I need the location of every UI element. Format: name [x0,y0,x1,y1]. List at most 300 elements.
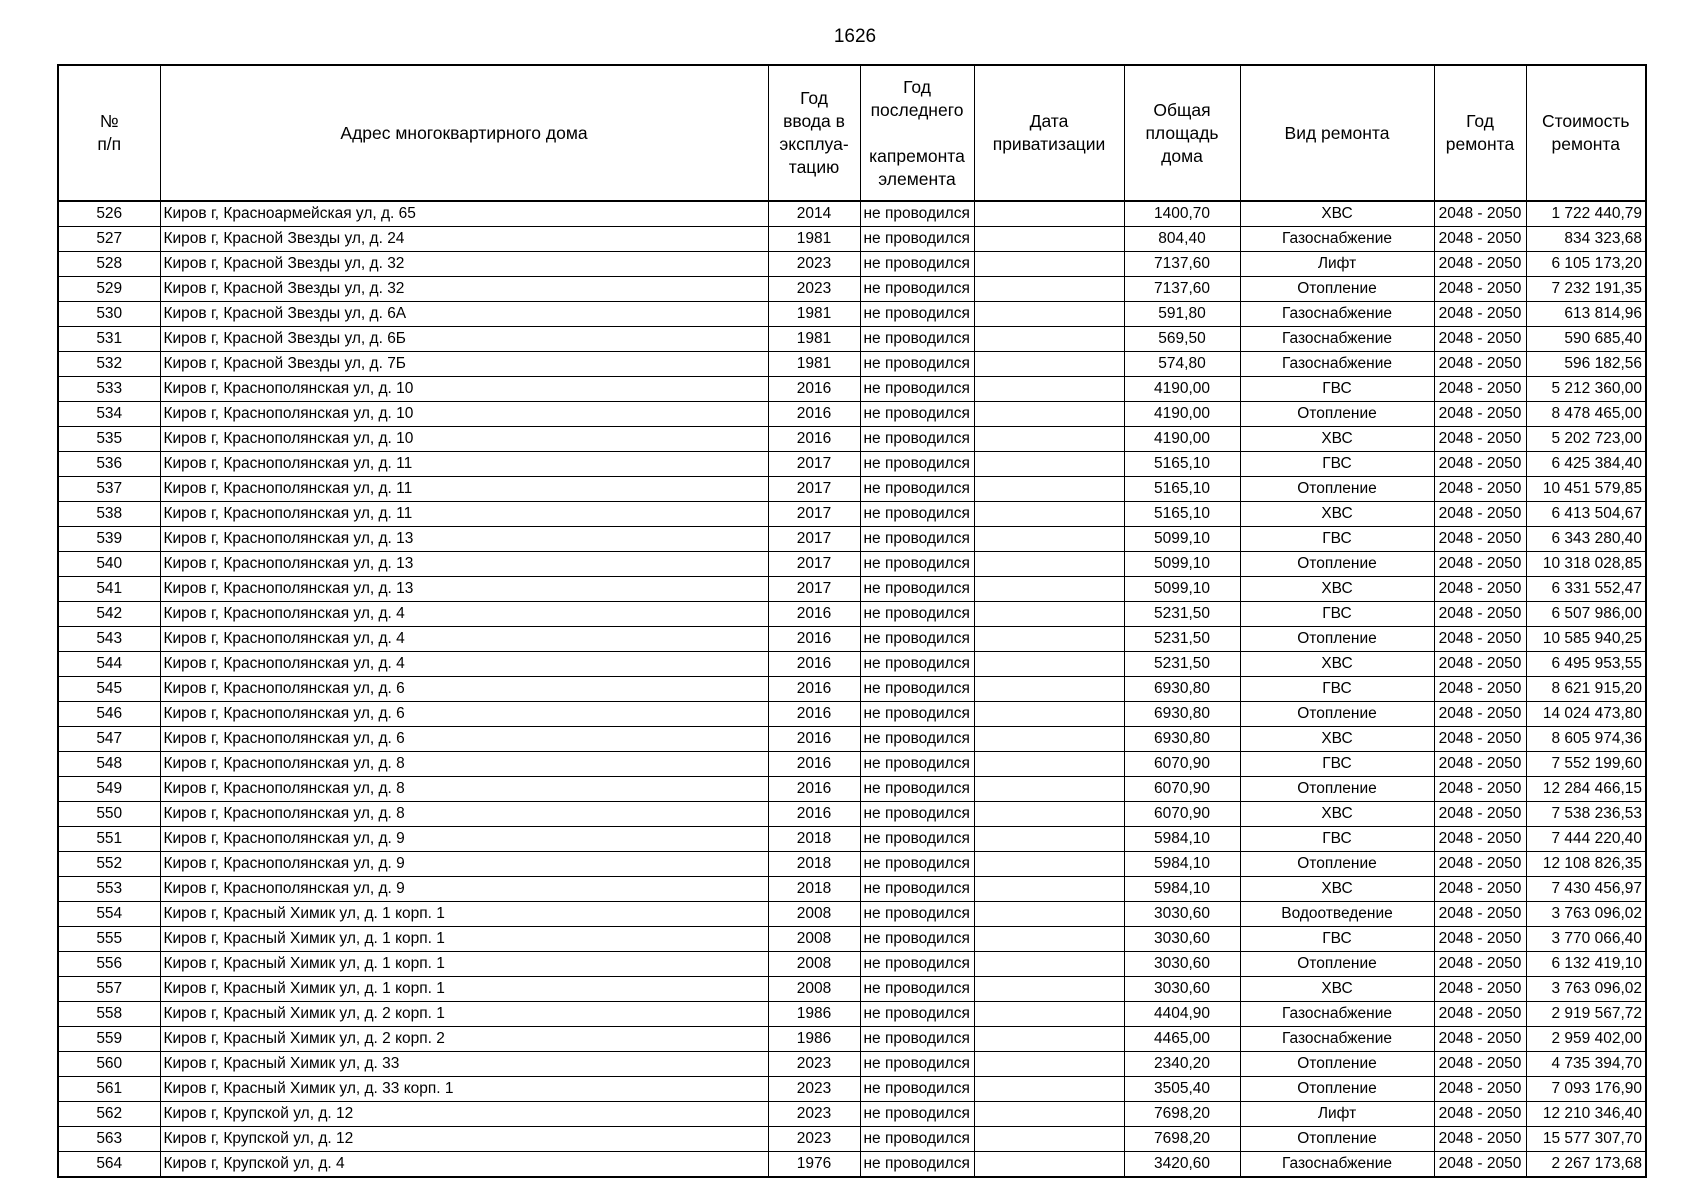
cell-cost: 8 605 974,36 [1526,727,1646,752]
table-row [58,402,1646,427]
cell-num: 535 [58,427,160,452]
cell-cost: 7 232 191,35 [1526,277,1646,302]
header-line: ремонта [1551,134,1620,154]
cell-repair-year: 2048 - 2050 [1434,1152,1526,1178]
table-row [58,252,1646,277]
cell-cost: 7 538 236,53 [1526,802,1646,827]
table-row [58,377,1646,402]
cell-area: 7137,60 [1124,277,1240,302]
cell-num: 529 [58,277,160,302]
header-address [160,65,768,201]
cell-repair-kind: ХВС [1240,201,1434,227]
cell-cost: 7 552 199,60 [1526,752,1646,777]
cell-year-built: 2016 [768,702,860,727]
cell-privatization [974,652,1124,677]
cell-area: 2340,20 [1124,1052,1240,1077]
cell-num: 554 [58,902,160,927]
table-row [58,1027,1646,1052]
cell-repair-year: 2048 - 2050 [1434,227,1526,252]
cell-area: 5165,10 [1124,477,1240,502]
cell-last-repair: не проводился [860,502,974,527]
cell-privatization [974,1077,1124,1102]
cell-privatization [974,377,1124,402]
cell-repair-kind: Отопление [1240,1077,1434,1102]
cell-cost: 613 814,96 [1526,302,1646,327]
cell-year-built: 2014 [768,201,860,227]
table-row [58,927,1646,952]
cell-last-repair: не проводился [860,952,974,977]
cell-num: 547 [58,727,160,752]
cell-repair-kind: ХВС [1240,877,1434,902]
table-row [58,1077,1646,1102]
cell-last-repair: не проводился [860,577,974,602]
cell-area: 5984,10 [1124,827,1240,852]
cell-cost: 12 210 346,40 [1526,1102,1646,1127]
cell-address: Киров г, Красный Химик ул, д. 1 корп. 1 [160,927,768,952]
cell-repair-year: 2048 - 2050 [1434,777,1526,802]
cell-year-built: 2017 [768,477,860,502]
header-line: приватизации [992,134,1106,154]
cell-repair-year: 2048 - 2050 [1434,577,1526,602]
cell-repair-year: 2048 - 2050 [1434,1077,1526,1102]
table-row [58,902,1646,927]
cell-repair-kind: Отопление [1240,552,1434,577]
cell-year-built: 1986 [768,1027,860,1052]
cell-area: 4190,00 [1124,427,1240,452]
cell-address: Киров г, Краснополянская ул, д. 6 [160,727,768,752]
cell-area: 7698,20 [1124,1102,1240,1127]
cell-address: Киров г, Красной Звезды ул, д. 6Б [160,327,768,352]
cell-area: 5099,10 [1124,577,1240,602]
cell-address: Киров г, Краснополянская ул, д. 8 [160,752,768,777]
cell-area: 7137,60 [1124,252,1240,277]
cell-year-built: 1986 [768,1002,860,1027]
cell-last-repair: не проводился [860,902,974,927]
cell-privatization [974,552,1124,577]
cell-num: 548 [58,752,160,777]
header-line: эксплуа- [779,134,849,154]
cell-privatization [974,977,1124,1002]
cell-last-repair: не проводился [860,852,974,877]
cell-repair-year: 2048 - 2050 [1434,977,1526,1002]
cell-cost: 10 318 028,85 [1526,552,1646,577]
cell-num: 530 [58,302,160,327]
cell-repair-kind: ГВС [1240,452,1434,477]
cell-area: 4404,90 [1124,1002,1240,1027]
cell-last-repair: не проводился [860,1102,974,1127]
cell-area: 7698,20 [1124,1127,1240,1152]
cell-last-repair: не проводился [860,652,974,677]
table-row [58,201,1646,227]
cell-repair-kind: Отопление [1240,952,1434,977]
cell-address: Киров г, Красноармейская ул, д. 65 [160,201,768,227]
cell-num: 526 [58,201,160,227]
cell-repair-year: 2048 - 2050 [1434,377,1526,402]
cell-repair-kind: ГВС [1240,677,1434,702]
cell-address: Киров г, Красный Химик ул, д. 1 корп. 1 [160,902,768,927]
cell-year-built: 2023 [768,1052,860,1077]
cell-num: 551 [58,827,160,852]
cell-last-repair: не проводился [860,1152,974,1178]
cell-repair-year: 2048 - 2050 [1434,702,1526,727]
cell-address: Киров г, Краснополянская ул, д. 9 [160,877,768,902]
header-line: ввода в [783,111,845,131]
cell-privatization [974,602,1124,627]
cell-repair-year: 2048 - 2050 [1434,952,1526,977]
header-repair-year [1434,65,1526,201]
cell-cost: 4 735 394,70 [1526,1052,1646,1077]
cell-year-built: 2008 [768,902,860,927]
cell-repair-year: 2048 - 2050 [1434,802,1526,827]
cell-year-built: 2016 [768,627,860,652]
table-row [58,827,1646,852]
cell-cost: 6 507 986,00 [1526,602,1646,627]
cell-repair-year: 2048 - 2050 [1434,727,1526,752]
cell-last-repair: не проводился [860,327,974,352]
cell-address: Киров г, Краснополянская ул, д. 8 [160,777,768,802]
cell-last-repair: не проводился [860,227,974,252]
cell-cost: 2 959 402,00 [1526,1027,1646,1052]
cell-repair-kind: Отопление [1240,627,1434,652]
cell-area: 5165,10 [1124,452,1240,477]
cell-year-built: 2018 [768,877,860,902]
table-row [58,852,1646,877]
cell-address: Киров г, Краснополянская ул, д. 6 [160,677,768,702]
cell-privatization [974,802,1124,827]
cell-repair-kind: Лифт [1240,252,1434,277]
cell-num: 564 [58,1152,160,1178]
cell-privatization [974,277,1124,302]
cell-address: Киров г, Красный Химик ул, д. 1 корп. 1 [160,952,768,977]
table-row [58,952,1646,977]
cell-year-built: 2023 [768,1127,860,1152]
cell-privatization [974,452,1124,477]
cell-privatization [974,827,1124,852]
cell-last-repair: не проводился [860,977,974,1002]
cell-last-repair: не проводился [860,302,974,327]
cell-num: 538 [58,502,160,527]
cell-num: 544 [58,652,160,677]
cell-repair-year: 2048 - 2050 [1434,877,1526,902]
table-row [58,602,1646,627]
cell-num: 536 [58,452,160,477]
table-row [58,477,1646,502]
table-row [58,1002,1646,1027]
cell-repair-kind: ГВС [1240,752,1434,777]
cell-privatization [974,577,1124,602]
cell-privatization [974,1052,1124,1077]
cell-area: 4190,00 [1124,377,1240,402]
cell-repair-year: 2048 - 2050 [1434,352,1526,377]
cell-repair-kind: ГВС [1240,827,1434,852]
cell-cost: 6 105 173,20 [1526,252,1646,277]
table-row [58,577,1646,602]
cell-year-built: 2016 [768,377,860,402]
cell-num: 561 [58,1077,160,1102]
cell-repair-year: 2048 - 2050 [1434,677,1526,702]
cell-repair-year: 2048 - 2050 [1434,752,1526,777]
cell-repair-kind: ГВС [1240,527,1434,552]
cell-repair-year: 2048 - 2050 [1434,1127,1526,1152]
cell-last-repair: не проводился [860,627,974,652]
cell-address: Киров г, Краснополянская ул, д. 10 [160,402,768,427]
cell-cost: 6 343 280,40 [1526,527,1646,552]
cell-last-repair: не проводился [860,827,974,852]
cell-repair-year: 2048 - 2050 [1434,652,1526,677]
table-row [58,227,1646,252]
cell-repair-kind: ГВС [1240,927,1434,952]
cell-privatization [974,502,1124,527]
cell-repair-kind: Отопление [1240,277,1434,302]
cell-repair-year: 2048 - 2050 [1434,201,1526,227]
cell-cost: 6 425 384,40 [1526,452,1646,477]
cell-address: Киров г, Крупской ул, д. 12 [160,1127,768,1152]
cell-address: Киров г, Краснополянская ул, д. 9 [160,827,768,852]
header-line: Адрес многоквартирного дома [340,122,588,143]
cell-privatization [974,477,1124,502]
cell-area: 5165,10 [1124,502,1240,527]
cell-privatization [974,677,1124,702]
header-line: площадь [1145,122,1219,143]
cell-last-repair: не проводился [860,927,974,952]
header-line [864,122,971,145]
cell-area: 574,80 [1124,352,1240,377]
cell-repair-kind: Отопление [1240,852,1434,877]
cell-cost: 12 284 466,15 [1526,777,1646,802]
cell-area: 4465,00 [1124,1027,1240,1052]
cell-address: Киров г, Краснополянская ул, д. 11 [160,452,768,477]
cell-year-built: 1981 [768,327,860,352]
cell-last-repair: не проводился [860,877,974,902]
header-line: капремонта [869,145,965,166]
cell-year-built: 2016 [768,727,860,752]
cell-repair-kind: Отопление [1240,477,1434,502]
cell-address: Киров г, Краснополянская ул, д. 10 [160,427,768,452]
cell-repair-year: 2048 - 2050 [1434,477,1526,502]
cell-repair-kind: Отопление [1240,777,1434,802]
cell-address: Киров г, Красной Звезды ул, д. 24 [160,227,768,252]
cell-repair-kind: ХВС [1240,727,1434,752]
header-year-built [768,65,860,201]
cell-privatization [974,627,1124,652]
table-row [58,627,1646,652]
cell-address: Киров г, Краснополянская ул, д. 13 [160,552,768,577]
cell-repair-year: 2048 - 2050 [1434,627,1526,652]
cell-area: 5231,50 [1124,652,1240,677]
cell-num: 540 [58,552,160,577]
cell-cost: 6 413 504,67 [1526,502,1646,527]
cell-area: 5099,10 [1124,552,1240,577]
cell-num: 558 [58,1002,160,1027]
cell-privatization [974,327,1124,352]
cell-num: 542 [58,602,160,627]
cell-year-built: 2023 [768,1077,860,1102]
cell-num: 545 [58,677,160,702]
cell-cost: 7 093 176,90 [1526,1077,1646,1102]
cell-last-repair: не проводился [860,727,974,752]
cell-last-repair: не проводился [860,802,974,827]
table-body [58,201,1646,1177]
cell-num: 550 [58,802,160,827]
cell-num: 553 [58,877,160,902]
cell-repair-kind: Газоснабжение [1240,352,1434,377]
cell-cost: 6 495 953,55 [1526,652,1646,677]
table-row [58,752,1646,777]
cell-address: Киров г, Крупской ул, д. 4 [160,1152,768,1178]
cell-area: 3030,60 [1124,902,1240,927]
cell-area: 4190,00 [1124,402,1240,427]
cell-cost: 10 451 579,85 [1526,477,1646,502]
cell-repair-year: 2048 - 2050 [1434,402,1526,427]
cell-num: 531 [58,327,160,352]
cell-cost: 5 202 723,00 [1526,427,1646,452]
cell-area: 1400,70 [1124,201,1240,227]
header-line: элемента [878,168,956,189]
cell-year-built: 2016 [768,802,860,827]
cell-num: 562 [58,1102,160,1127]
cell-repair-kind: ХВС [1240,577,1434,602]
cell-repair-kind: ГВС [1240,377,1434,402]
cell-year-built: 1976 [768,1152,860,1178]
cell-privatization [974,302,1124,327]
cell-cost: 14 024 473,80 [1526,702,1646,727]
cell-year-built: 2017 [768,502,860,527]
cell-repair-year: 2048 - 2050 [1434,502,1526,527]
cell-address: Киров г, Краснополянская ул, д. 4 [160,602,768,627]
header-line: Дата [1029,111,1069,131]
table-row [58,352,1646,377]
cell-privatization [974,427,1124,452]
cell-area: 3030,60 [1124,927,1240,952]
cell-num: 552 [58,852,160,877]
cell-year-built: 2016 [768,402,860,427]
header-area [1124,65,1240,201]
table-row [58,727,1646,752]
cell-num: 563 [58,1127,160,1152]
cell-year-built: 2016 [768,777,860,802]
cell-year-built: 2016 [768,652,860,677]
cell-year-built: 2016 [768,677,860,702]
cell-privatization [974,877,1124,902]
cell-privatization [974,1127,1124,1152]
cell-privatization [974,852,1124,877]
cell-repair-kind: Газоснабжение [1240,1152,1434,1178]
cell-repair-kind: Отопление [1240,702,1434,727]
table-row [58,702,1646,727]
cell-address: Киров г, Краснополянская ул, д. 11 [160,502,768,527]
cell-last-repair: не проводился [860,677,974,702]
cell-cost: 7 430 456,97 [1526,877,1646,902]
cell-cost: 1 722 440,79 [1526,201,1646,227]
cell-num: 539 [58,527,160,552]
cell-repair-kind: ХВС [1240,427,1434,452]
table-row [58,652,1646,677]
cell-repair-year: 2048 - 2050 [1434,277,1526,302]
cell-repair-year: 2048 - 2050 [1434,1102,1526,1127]
cell-privatization [974,252,1124,277]
cell-repair-year: 2048 - 2050 [1434,302,1526,327]
cell-address: Киров г, Краснополянская ул, д. 11 [160,477,768,502]
cell-num: 555 [58,927,160,952]
table-row [58,977,1646,1002]
cell-area: 3030,60 [1124,952,1240,977]
cell-address: Киров г, Краснополянская ул, д. 9 [160,852,768,877]
cell-repair-kind: Газоснабжение [1240,1002,1434,1027]
cell-year-built: 2016 [768,752,860,777]
cell-cost: 10 585 940,25 [1526,627,1646,652]
cell-year-built: 2018 [768,827,860,852]
cell-year-built: 2017 [768,527,860,552]
cell-year-built: 2023 [768,252,860,277]
cell-year-built: 1981 [768,227,860,252]
cell-cost: 596 182,56 [1526,352,1646,377]
cell-repair-year: 2048 - 2050 [1434,327,1526,352]
table-row [58,777,1646,802]
cell-privatization [974,927,1124,952]
table-row [58,552,1646,577]
cell-address: Киров г, Красный Химик ул, д. 1 корп. 1 [160,977,768,1002]
cell-repair-year: 2048 - 2050 [1434,1002,1526,1027]
cell-year-built: 2017 [768,452,860,477]
cell-cost: 15 577 307,70 [1526,1127,1646,1152]
cell-year-built: 2017 [768,552,860,577]
cell-area: 5231,50 [1124,602,1240,627]
header-line: ремонта [1445,134,1515,154]
cell-repair-kind: ХВС [1240,652,1434,677]
cell-area: 3505,40 [1124,1077,1240,1102]
cell-area: 6930,80 [1124,727,1240,752]
cell-area: 591,80 [1124,302,1240,327]
cell-privatization [974,352,1124,377]
table-row [58,502,1646,527]
cell-privatization [974,201,1124,227]
cell-repair-kind: Газоснабжение [1240,302,1434,327]
cell-year-built: 2018 [768,852,860,877]
cell-cost: 3 763 096,02 [1526,977,1646,1002]
header-line: Год [1466,111,1494,131]
cell-repair-year: 2048 - 2050 [1434,1027,1526,1052]
cell-cost: 5 212 360,00 [1526,377,1646,402]
cell-year-built: 2016 [768,602,860,627]
cell-privatization [974,902,1124,927]
cell-repair-year: 2048 - 2050 [1434,902,1526,927]
cell-address: Киров г, Красной Звезды ул, д. 32 [160,252,768,277]
cell-last-repair: не проводился [860,452,974,477]
cell-year-built: 2008 [768,977,860,1002]
header-line: дома [1161,145,1203,166]
cell-area: 5984,10 [1124,852,1240,877]
cell-area: 3420,60 [1124,1152,1240,1178]
table-row [58,327,1646,352]
cell-cost: 3 763 096,02 [1526,902,1646,927]
cell-year-built: 2008 [768,927,860,952]
cell-year-built: 2016 [768,427,860,452]
cell-last-repair: не проводился [860,602,974,627]
cell-last-repair: не проводился [860,552,974,577]
cell-year-built: 1981 [768,352,860,377]
cell-cost: 6 132 419,10 [1526,952,1646,977]
cell-num: 533 [58,377,160,402]
cell-repair-year: 2048 - 2050 [1434,452,1526,477]
table-row [58,452,1646,477]
cell-last-repair: не проводился [860,752,974,777]
header-num [58,65,160,201]
cell-privatization [974,402,1124,427]
cell-repair-kind: Газоснабжение [1240,1027,1434,1052]
cell-address: Киров г, Красный Химик ул, д. 2 корп. 2 [160,1027,768,1052]
cell-address: Киров г, Красной Звезды ул, д. 6А [160,302,768,327]
cell-year-built: 1981 [768,302,860,327]
